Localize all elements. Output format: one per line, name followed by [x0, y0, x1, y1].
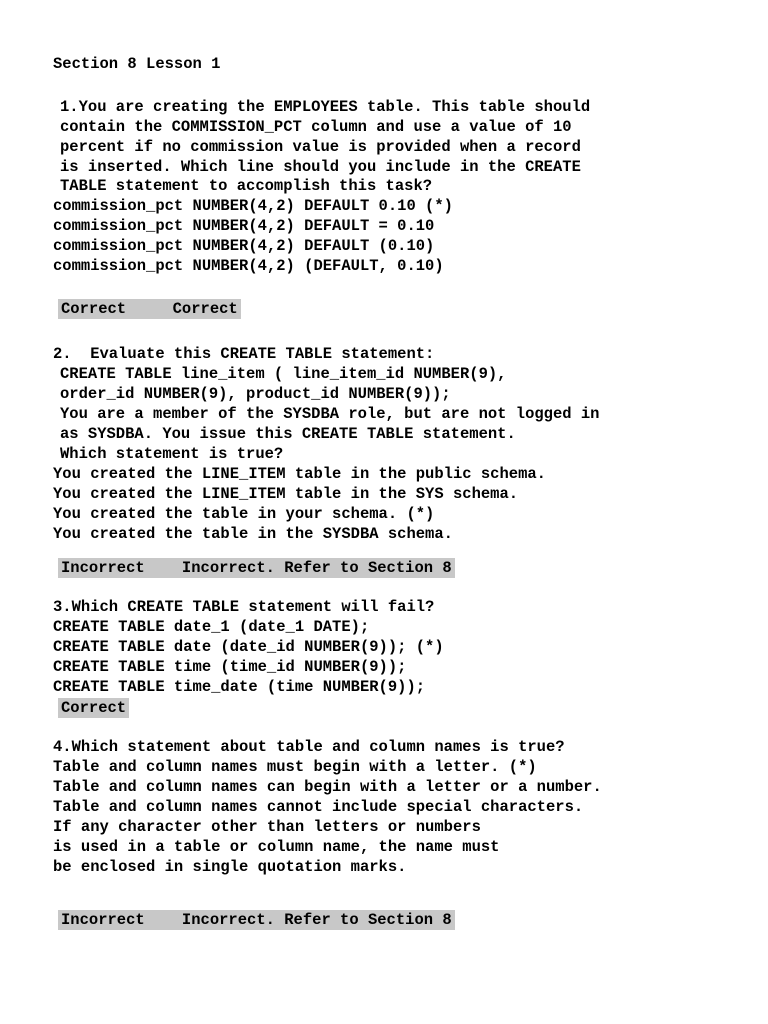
question-4-option: is used in a table or column name, the name must	[53, 838, 500, 856]
question-2-prompt-line: as SYSDBA. You issue this CREATE TABLE statement.	[60, 425, 516, 443]
question-1-prompt-line: 1.You are creating the EMPLOYEES table. This table should	[60, 98, 591, 116]
question-3-option: CREATE TABLE time (time_id NUMBER(9));	[53, 658, 407, 676]
question-3-result-badge: Correct	[58, 698, 129, 718]
question-1-result-badge: Correct Correct	[58, 299, 241, 319]
question-4-result-badge: Incorrect Incorrect. Refer to Section 8	[58, 910, 455, 930]
question-1-option: commission_pct NUMBER(4,2) (DEFAULT, 0.10)	[53, 257, 444, 275]
question-4-prompt-line: 4.Which statement about table and column names is true?	[53, 738, 565, 756]
question-1-prompt-line: is inserted. Which line should you include in the CREATE	[60, 158, 581, 176]
question-2-option: You created the table in your schema. (*)	[53, 505, 435, 523]
question-4-option: Table and column names can begin with a letter or a number.	[53, 778, 602, 796]
question-2-prompt-line: order_id NUMBER(9), product_id NUMBER(9));	[60, 385, 451, 403]
question-1-option: commission_pct NUMBER(4,2) DEFAULT = 0.10	[53, 217, 435, 235]
question-1-prompt-line: contain the COMMISSION_PCT column and use a value of 10	[60, 118, 572, 136]
question-2-prompt-line: Which statement is true?	[60, 445, 284, 463]
question-1-option: commission_pct NUMBER(4,2) DEFAULT (0.10)	[53, 237, 435, 255]
question-2-result-badge: Incorrect Incorrect. Refer to Section 8	[58, 558, 455, 578]
question-1-prompt-line: percent if no commission value is provided when a record	[60, 138, 581, 156]
question-1-prompt-line: TABLE statement to accomplish this task?	[60, 177, 433, 195]
question-2-option: You created the table in the SYSDBA schema.	[53, 525, 453, 543]
question-3-option: CREATE TABLE time_date (time NUMBER(9));	[53, 678, 426, 696]
question-4-option: Table and column names cannot include special characters.	[53, 798, 584, 816]
question-2-option: You created the LINE_ITEM table in the SYS schema.	[53, 485, 519, 503]
question-4-option: be enclosed in single quotation marks.	[53, 858, 407, 876]
question-2-option: You created the LINE_ITEM table in the public schema.	[53, 465, 546, 483]
question-3-option: CREATE TABLE date (date_id NUMBER(9)); (*)	[53, 638, 444, 656]
question-3-option: CREATE TABLE date_1 (date_1 DATE);	[53, 618, 370, 636]
question-2-prompt-line: 2. Evaluate this CREATE TABLE statement:	[53, 345, 435, 363]
question-4-option: Table and column names must begin with a letter. (*)	[53, 758, 537, 776]
question-1-option: commission_pct NUMBER(4,2) DEFAULT 0.10 (*)	[53, 197, 453, 215]
question-3-prompt-line: 3.Which CREATE TABLE statement will fail?	[53, 598, 435, 616]
question-4-option: If any character other than letters or numbers	[53, 818, 481, 836]
question-2-prompt-line: You are a member of the SYSDBA role, but are not logged in	[60, 405, 600, 423]
page-title: Section 8 Lesson 1	[53, 55, 221, 73]
question-2-prompt-line: CREATE TABLE line_item ( line_item_id NUMBER(9),	[60, 365, 507, 383]
